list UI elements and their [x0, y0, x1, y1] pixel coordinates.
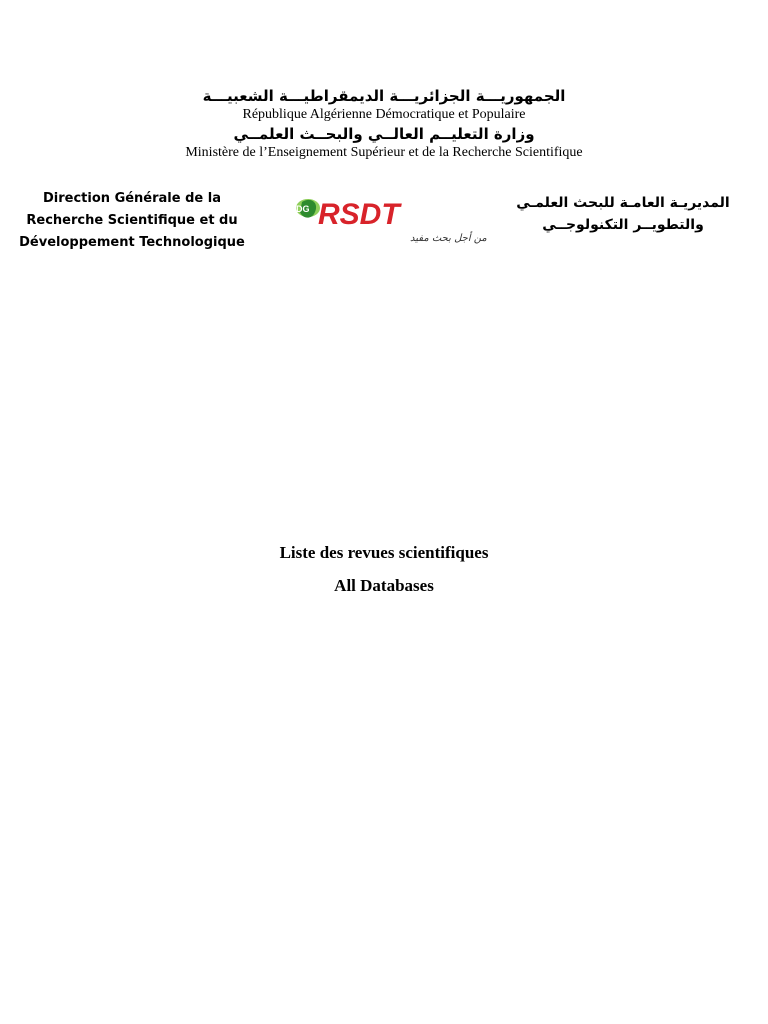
directorate-name-arabic: المديريـة العامـة للبحث العلمـي والتطويــر التكنولوجــي: [516, 195, 730, 233]
organization-row: [0, 188, 768, 260]
logo-slogan: من أجل بحث مفيد: [410, 233, 487, 244]
leaf-logo-icon: [292, 194, 487, 246]
directorate-name-french: Direction Générale de la Recherche Scientifique et du Développement Technologique: [19, 191, 245, 250]
official-header: [0, 86, 768, 162]
logo-wordmark: RSDT: [318, 198, 400, 231]
ministry-name-arabic: وزارة التعليــم العالــي والبحــث العلمــي: [233, 125, 535, 143]
logo-badge-text: DG: [296, 204, 310, 214]
document-subtitle: All Databases: [334, 576, 434, 595]
document-title: Liste des revues scientifiques: [279, 543, 489, 562]
ministry-name-french: Ministère de l’Enseignement Supérieur et de la Recherche Scientifique: [185, 145, 583, 160]
republic-name-french: République Algérienne Démocratique et Populaire: [242, 107, 526, 122]
republic-name-arabic: الجمهوريـــة الجزائريـــة الديمقراطيـــة الشعبيـــة: [202, 87, 566, 105]
document-title-block: [0, 536, 768, 602]
dgrsdt-logo: [292, 194, 487, 246]
